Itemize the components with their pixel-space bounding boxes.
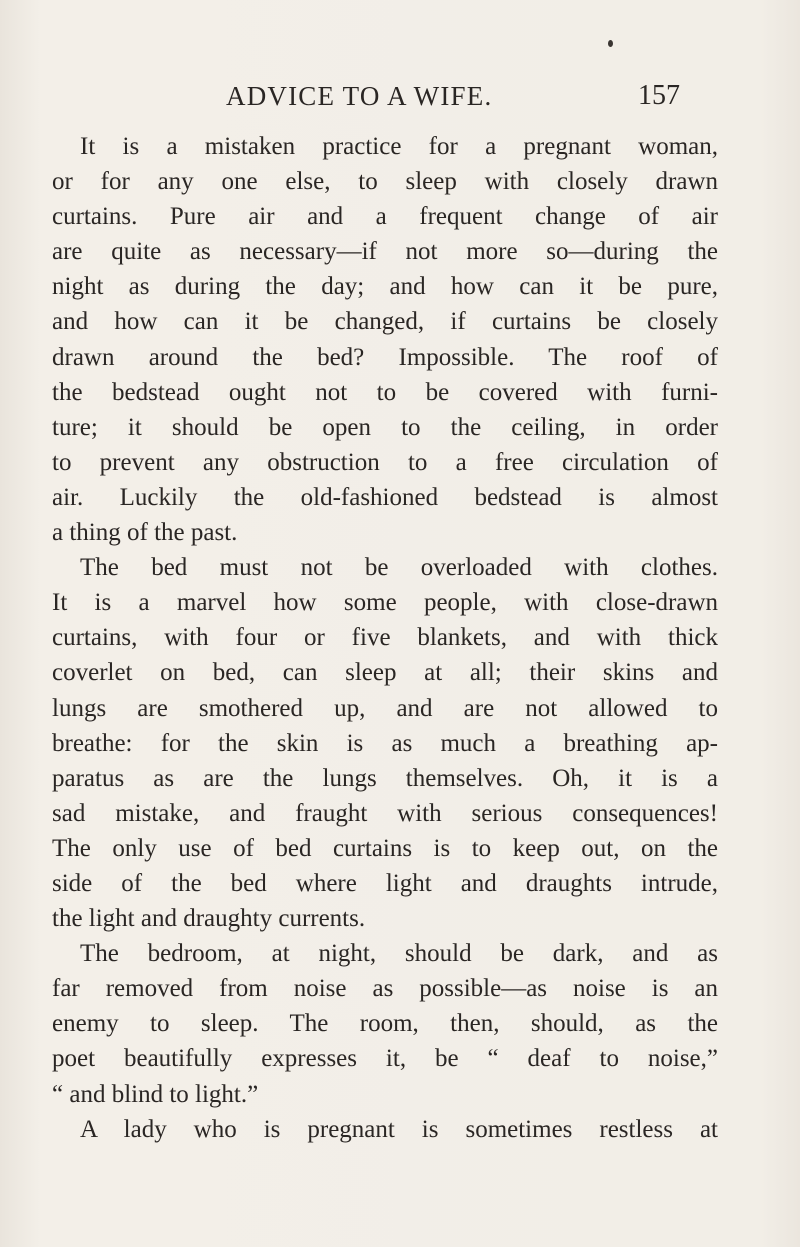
text-line: The bedroom, at night, should be dark, and as [80,940,718,968]
text-line: curtains. Pure air and a frequent change of air [52,203,718,231]
text-line: ture; it should be open to the ceiling, in order [52,413,718,441]
text-line: coverlet on bed, can sleep at all; their skins and [52,659,718,687]
text-line: It is a mistaken practice for a pregnant woman, [80,133,718,160]
text-line: and how can it be changed, if curtains be closely [52,308,718,336]
text-line: lungs are smothered up, and are not allowed to [52,694,718,722]
text-line: A lady who is pregnant is sometimes restless at [80,1115,718,1143]
text-line: the light and draughty currents. [52,905,366,933]
page-header [226,78,680,118]
ink-speck [608,40,613,47]
running-head: ADVICE TO A WIFE. [226,81,493,111]
text-line: curtains, with four or five blankets, and with thick [52,624,718,652]
text-line: paratus as are the lungs themselves. Oh, it is a [52,764,718,792]
body-text [52,129,718,1147]
text-line: “ and blind to light.” [52,1080,259,1108]
text-line: air. Luckily the old-fashioned bedstead is almost [52,483,718,511]
text-line: drawn around the bed? Impossible. The roof of [52,343,718,371]
text-line: side of the bed where light and draughts intrude, [52,869,718,897]
text-line: the bedstead ought not to be covered with furni- [52,378,718,406]
text-line: The only use of bed curtains is to keep out, on the [52,834,718,862]
text-line: poet beautifully expresses it, be “ deaf to noise,” [52,1045,718,1073]
text-line: or for any one else, to sleep with closely drawn [52,168,718,196]
text-line: enemy to sleep. The room, then, should, as the [52,1010,718,1038]
text-line: The bed must not be overloaded with clothes. [80,554,718,582]
text-line: far removed from noise as possible—as noise is an [52,975,718,1003]
text-line: a thing of the past. [52,519,238,547]
text-line: sad mistake, and fraught with serious consequences! [52,799,718,827]
text-line: night as during the day; and how can it be pure, [52,273,718,301]
text-line: breathe: for the skin is as much a breathing ap- [52,729,718,757]
text-line: are quite as necessary—if not more so—during the [52,238,718,266]
page-number: 157 [638,80,680,111]
text-line: It is a marvel how some people, with close-drawn [52,589,718,617]
text-line: to prevent any obstruction to a free circulation of [52,448,718,476]
